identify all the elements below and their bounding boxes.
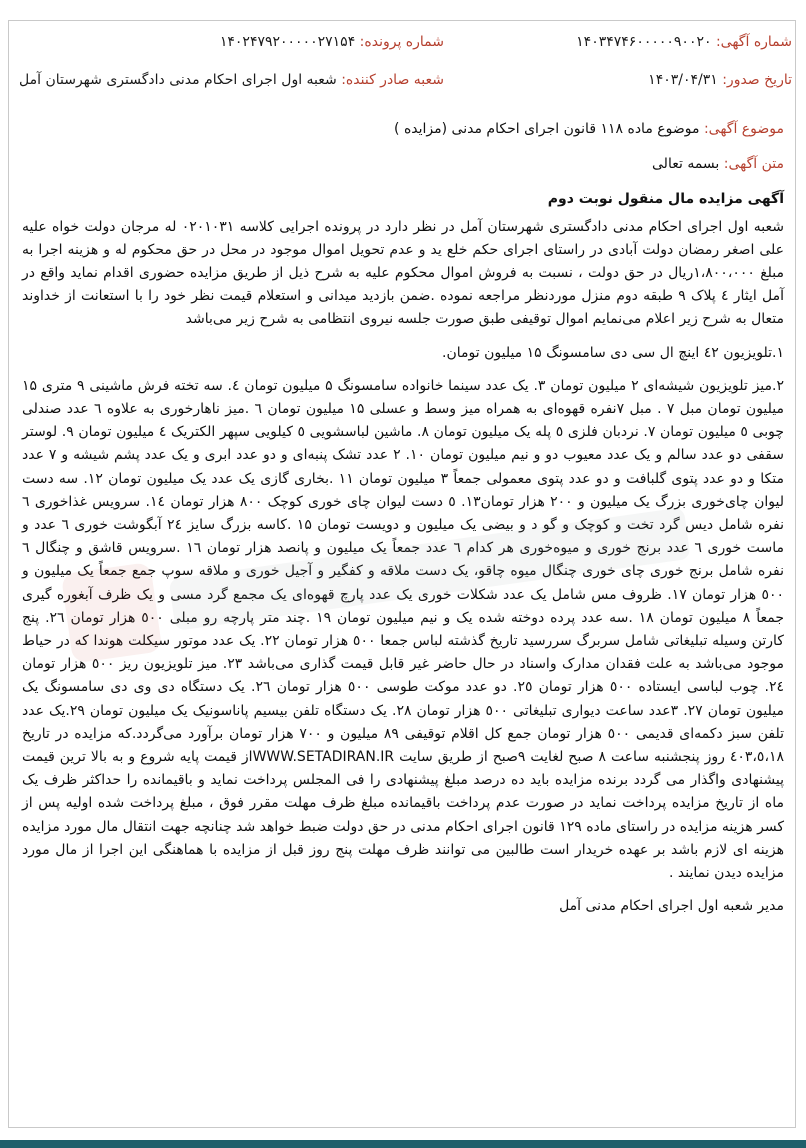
items-paragraph: ۲.میز تلویزیون شیشه‌ای ۲ میلیون تومان ۳. یک عدد سینما خانواده سامسونگ ۵ میلیون تومان ٤. سه تخته فرش ماشینی ۹ متری ۱۵ میلیون تومان مبل ۷ . مبل ۷نفره قهوه‌ای به همراه میز وسط و عسلی ۱۵ میلیون تومان ٦ .میز ناهارخوری به علاوه ٦ عدد صندلی چوبی ٥ میلیون تومان ۷. نردبان فلزی ٥ پله یک میلیون تومان ۸. ماشین لباسشویی ٥ کیلویی سپهر الکتریک ٤ میلیون تومان ۹. لوستر سقفی دو عدد سالم و یک عدد معیوب دو و نیم میلیون تومان ۱۰. ۲ عدد تشک پنبه‌ای و دو عدد ابری و یک عدد پشم شیشه و ۷ عدد متکا و دو عدد پتوی گلبافت و دو عدد پتوی معمولی جمعاً ۳ میلیون تومان ۱۱ .بخاری گازی یک عدد یک میلیون تومان ۱۲. سه دست لیوان چای‌خوری بزرگ یک میلیون و ۲۰۰ هزار تومان۱۳. ٥ دست لیوان چای خوری کوچک ۸۰۰ هزار تومان ۱٤. سرویس غذاخوری ٦ نفره شامل دیس گرد تخت و کوچک و گو د و بیضی یک میلیون و دویست تومان ۱۵ .کاسه بزرگ سایز ۲٤ آبگوشت خوری ٦ عدد و ماست خوری ٦ عدد برنج خوری و میوه‌خوری هر کدام ٦ عدد جمعاً یک میلیون و پانصد هزار تومان ۱٦ .سرویس قاشق و چنگال ٦ نفره شامل برنج خوری چای خوری چنگال میوه چاقو، یک دست ملاقه و کفگیر و آجیل خوری و ملاقه سوپ جمع جمعاً یک میلیون و ٥۰۰ هزار تومان ۱۷. ظروف مس شامل یک عدد شکلات خوری یک عدد پارچ قهوه‌ای یک مجمع گرد مسی و یک ظرف آبغوره گیری جمعاً ۸ میلیون تومان ۱۸ .سه عدد پرده دوخته شده یک و نیم میلیون تومان ۱۹ .چند متر پارچه رو مبلی ٥۰۰ هزار تومان ۲٦. پنج کارتن وسیله تبلیغاتی شامل سربرگ سررسید تاریخ گذشته لباس جمعا ٥۰۰ هزار تومان ۲۲. یک عدد موتور سیکلت هوندا که در حیاط موجود می‌باشد به علت فقدان مدارک واسناد در حال حاضر غیر قابل قیمت گذاری می‌باشد ۲۳. میز تلویزیون ریز ٥۰۰ هزار تومان ۲٤. چوب لباسی ایستاده ٥۰۰ هزار تومان ۲٥. دو عدد موکت طوسی ٥۰۰ هزار تومان ۲٦. یک دستگاه دی وی دی سامسونگ یک میلیون تومان ۲۷. ۳عدد ساعت دیواری تبلیغاتی ٥۰۰ هزار تومان ۲۸. یک دستگاه تلفن بیسیم پاناسونیک یک میلیون تومان ۲۹.یک عدد تلفن سبز دکمه‌ای قدیمی ٥۰۰ هزار تومان جمع کل اقلام توقیفی ۸۹ میلیون و ۷۰۰ هزار تومان برآورد می‌گردد.که مزایده در تاریخ ٤۰۳،٥،۱۸ روز پنجشنبه ساعت ۸ صبح لغایت ۹صبح از طریق سایت WWW.SETADIRAN.IRاز قیمت پایه شروع و به بالا ترین قیمت پیشنهادی واگذار می گردد برنده مزایده باید ده درصد مبلغ پیشنهادی را فی المجلس پرداخت نماید و باقیمانده را حداکثر ظرف یک ماه از تاریخ مزایده پرداخت نماید در صورت عدم پرداخت باقیمانده مبلغ ظرف مهلت مقرر فوق ، مبلغ پرداخت شده اولیه پس از کسر هزینه مزایده در راستای ماده ۱۲۹ قانون اجرای احکام مدنی در حق دولت ضبط خواهد شد چنانچه جهت انتقال مال مورد مزایده هزینه ای لازم باشد بر عهده خریدار است طالبین می توانند ظرف مهلت پنج روز قبل از مزایده با هماهنگی این اجرا از مال مورد مزایده دیدن نمایند . [22, 377, 785, 882]
issuer: شعبه اول اجرای احکام مدنی دادگستری شهرستان آمل [19, 72, 337, 88]
issuer-row [19, 72, 444, 88]
case-number: ۱۴۰۲۴۷۹۲۰۰۰۰۰۲۷۱۵۴ [219, 34, 356, 50]
issue-date-label: تاریخ صدور: [722, 72, 792, 88]
auction-heading: آگهی مزایده مال منقول نوبت دوم [547, 191, 784, 208]
case-number-row [220, 34, 444, 50]
case-number-label: شماره پرونده: [359, 34, 444, 50]
footer-bar [0, 1140, 806, 1148]
subject-row [22, 118, 784, 141]
ad-number-row [576, 34, 792, 50]
issue-date-row [648, 72, 792, 88]
document-body [22, 118, 784, 919]
intro-paragraph: شعبه اول اجرای احکام مدنی دادگستری شهرستان آمل در نظر دارد در پرونده اجرایی کلاسه ۰۲۰۱۰۳۱ له مرجان دولت خواه علیه علی اصغر رمضان دولت آبادی در راستای اجرای حکم خلع ید و عدم تحویل اموال موجود در محل در حق محکوم له و هزینه اجرا به مبلغ ۱،۸۰۰،۰۰۰ریال در حق دولت ، نسبت به فروش اموال محکوم علیه به شرح ذیل از طریق مزایده حضوری اقدام نماید واقع در آمل ایثار ٤ پلاک ۹ طبقه دوم منزل موردنظر مراجعه نموده .ضمن بازدید میدانی و استعلام قیمت نظر خود را با استعانت از خداوند متعال به شرح زیر اعلام می‌نمایم اموال توقیفی طبق صورت جلسه نیروی انتظامی به شرح زیر می‌باشد [22, 218, 785, 328]
ad-text-row [22, 153, 784, 176]
ad-text-label: متن آگهی: [723, 156, 784, 173]
signature: مدیر شعبه اول اجرای احکام مدنی آمل [559, 898, 784, 915]
item-1: ۱.تلویزیون ٤۲ اینچ ال سی دی سامسونگ ۱۵ میلیون تومان. [442, 344, 784, 361]
subject-label: موضوع آگهی: [703, 121, 784, 137]
ad-number: ۱۴۰۳۴۷۴۶۰۰۰۰۰۹۰۰۲۰ [576, 34, 712, 50]
issue-date: ۱۴۰۳/۰۴/۳۱ [648, 72, 718, 88]
ad-text-opening: بسمه تعالی [652, 156, 720, 173]
subject-text: موضوع ماده ۱۱۸ قانون اجرای احکام مدنی (مزایده ) [394, 121, 700, 137]
ad-number-label: شماره آگهی: [715, 34, 792, 50]
issuer-label: شعبه صادر کننده: [341, 72, 444, 88]
